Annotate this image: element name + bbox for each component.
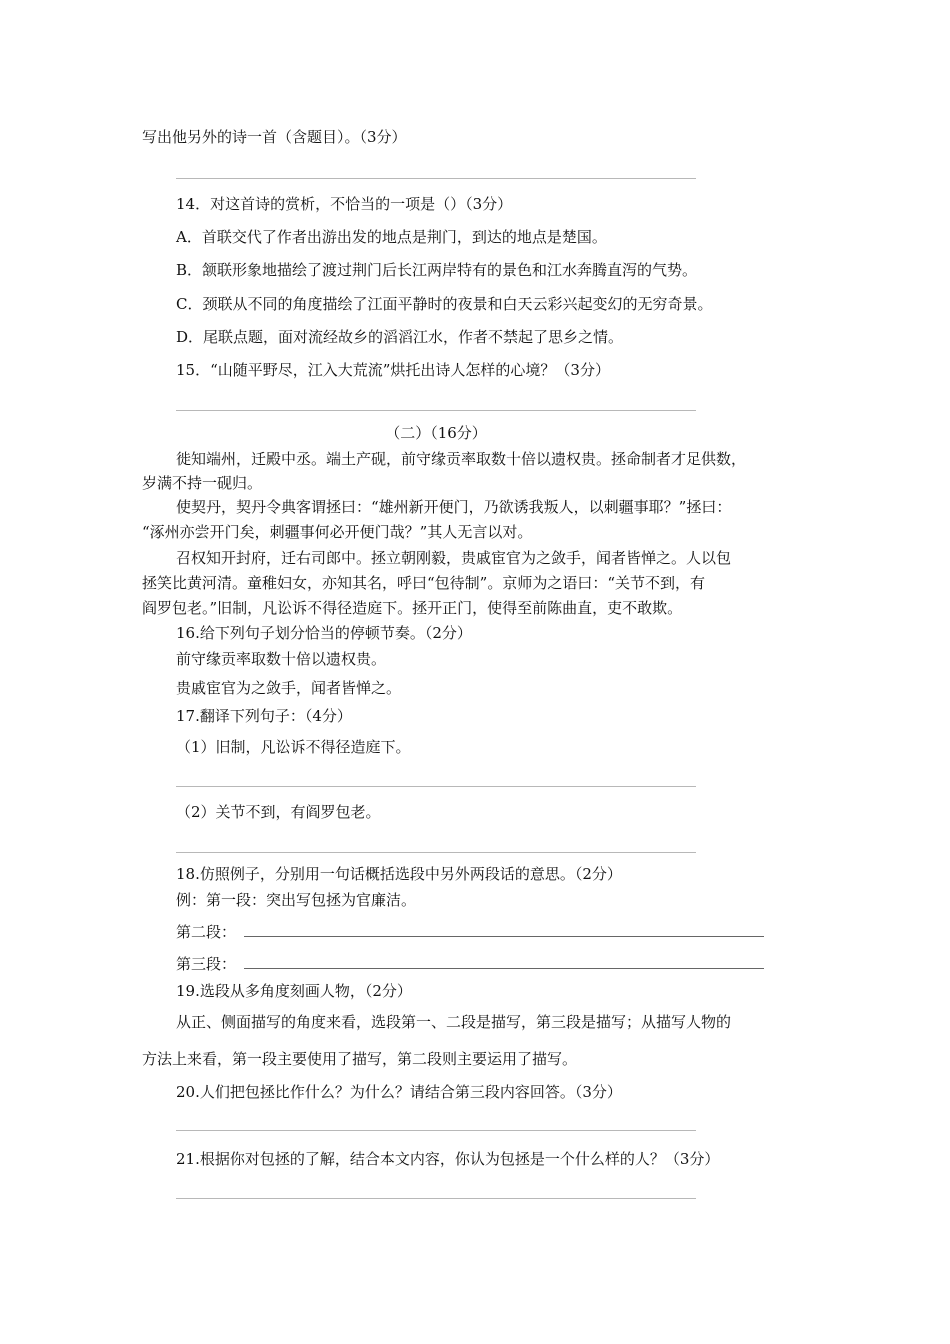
- answer-line-q18-para2: [244, 936, 764, 937]
- q14-option-d: D．尾联点题，面对流经故乡的滔滔江水，作者不禁起了思乡之情。: [176, 328, 624, 346]
- q20-stem: 20.人们把包拯比作什么？为什么？请结合第三段内容回答。（3分）: [176, 1083, 622, 1101]
- passage-line-5: 召权知开封府，迁右司郎中。拯立朝刚毅，贵戚宦官为之敛手，闻者皆惮之。人以包: [176, 549, 732, 567]
- q17-item-1: （1）旧制，凡讼诉不得径造庭下。: [176, 738, 411, 756]
- q14-option-c: C．颈联从不同的角度描绘了江面平静时的夜景和白天云彩兴起变幻的无穷奇景。: [176, 295, 713, 313]
- passage-line-4: “涿州亦尝开门矣，刺疆事何必开便门哉？”其人无言以对。: [142, 523, 533, 541]
- answer-line-q18-para3: [244, 968, 764, 969]
- q19-line-1: 从正、侧面描写的角度来看，选段第一、二段是描写，第三段是描写；从描写人物的: [176, 1013, 732, 1031]
- q14-option-a: A．首联交代了作者出游出发的地点是荆门，到达的地点是楚国。: [176, 228, 607, 246]
- q18-para3-label: 第三段：: [176, 955, 237, 973]
- answer-line-q21: [176, 1198, 696, 1199]
- passage-line-2: 岁满不持一砚归。: [142, 474, 263, 492]
- passage-line-6: 拯笑比黄河清。童稚妇女，亦知其名，呼曰“包待制”。京师为之语曰：“关节不到，有: [142, 574, 706, 592]
- passage-line-3: 使契丹，契丹令典客谓拯曰：“雄州新开便门，乃欲诱我叛人，以刺疆事耶？”拯曰：: [176, 498, 732, 516]
- q18-stem: 18.仿照例子，分别用一句话概括选段中另外两段话的意思。（2分）: [176, 865, 622, 883]
- answer-line-q17-1: [176, 786, 696, 787]
- q17-item-2: （2）关节不到，有阎罗包老。: [176, 803, 381, 821]
- q13-tail: 写出他另外的诗一首（含题目）。（3分）: [142, 128, 407, 146]
- passage-line-1: 徙知端州，迁殿中丞。端土产砚，前守缘贡率取数十倍以遗权贵。拯命制者才足供数，: [176, 450, 747, 468]
- q16-stem: 16.给下列句子划分恰当的停顿节奏。（2分）: [176, 624, 472, 642]
- answer-line-q15: [176, 410, 696, 411]
- answer-line-q20: [176, 1130, 696, 1131]
- q21-stem: 21.根据你对包拯的了解，结合本文内容，你认为包拯是一个什么样的人？（3分）: [176, 1150, 720, 1168]
- answer-line-q17-2: [176, 852, 696, 853]
- q18-example: 例：第一段：突出写包拯为官廉洁。: [176, 891, 417, 909]
- q14-stem: 14．对这首诗的赏析，不恰当的一项是（）（3分）: [176, 195, 513, 213]
- section2-heading: （二）（16分）: [385, 424, 487, 442]
- answer-line-q13: [176, 178, 696, 179]
- q15-stem: 15．“山随平野尽，江入大荒流”烘托出诗人怎样的心境？（3分）: [176, 361, 610, 379]
- q16-line-2: 贵戚宦官为之敛手，闻者皆惮之。: [176, 679, 402, 697]
- q19-line-2: 方法上来看，第一段主要使用了描写，第二段则主要运用了描写。: [142, 1050, 578, 1068]
- q16-line-1: 前守缘贡率取数十倍以遗权贵。: [176, 650, 387, 668]
- q18-para2-label: 第二段：: [176, 923, 237, 941]
- q17-stem: 17.翻译下列句子：（4分）: [176, 707, 352, 725]
- passage-line-7: 阎罗包老。”旧制，凡讼诉不得径造庭下。拯开正门，使得至前陈曲直，吏不敢欺。: [142, 599, 683, 617]
- q19-stem: 19.选段从多角度刻画人物，（2分）: [176, 982, 412, 1000]
- q14-option-b: B．颔联形象地描绘了渡过荆门后长江两岸特有的景色和江水奔腾直泻的气势。: [176, 261, 698, 279]
